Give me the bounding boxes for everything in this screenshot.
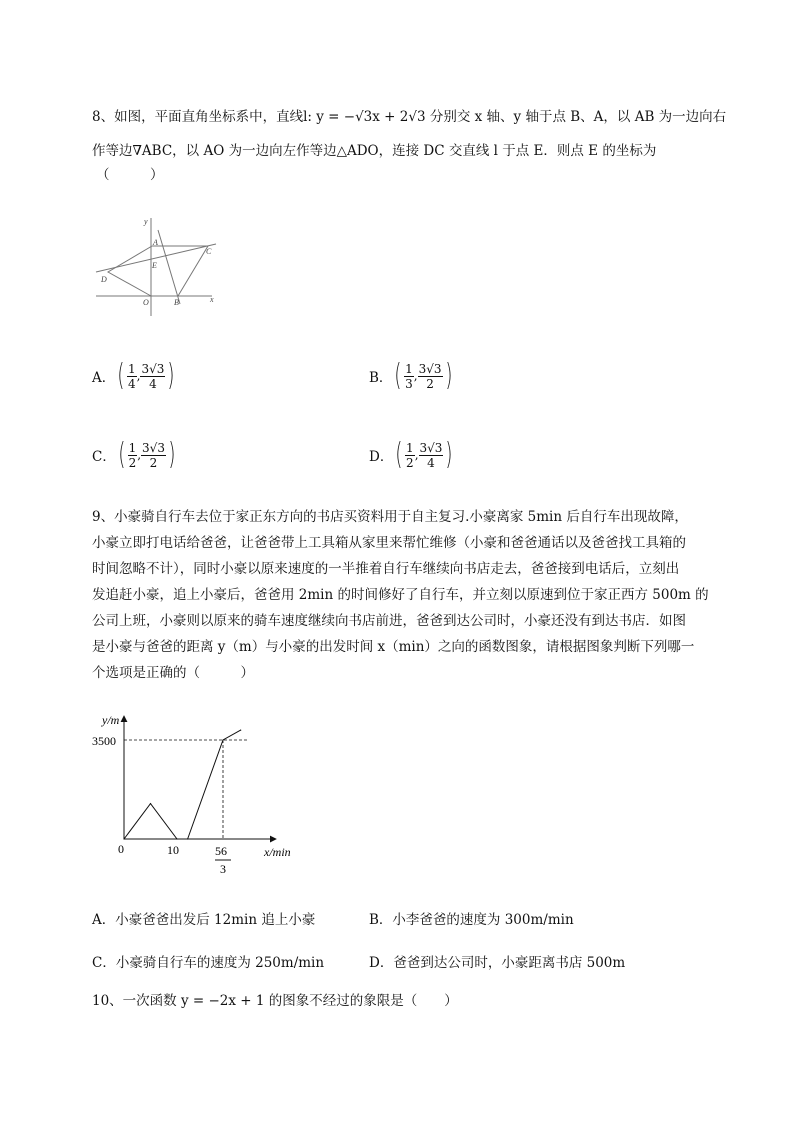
q9-ylabel: y/m — [102, 713, 120, 727]
q9-tick-frac-num: 56 — [215, 844, 227, 858]
q8-label-d: D — [101, 275, 107, 284]
q9-tick-frac-den: 3 — [220, 862, 226, 876]
q8-line-l — [158, 230, 180, 304]
q8-option-d[interactable]: D．( $\frac{1}{2}$ , $\frac{3√3}{4}$ ) — [369, 437, 453, 472]
q9-tick-0: 0 — [118, 842, 124, 856]
q8-triangle-ado — [108, 246, 152, 296]
q8-blank: （ ） — [96, 167, 164, 183]
q9-chart — [92, 708, 306, 884]
q9-point-0 — [123, 838, 124, 839]
q9-option-b[interactable]: B．小李爸爸的速度为 300m/min — [369, 912, 574, 928]
q8-label-e: E — [152, 261, 157, 270]
q9-option-d[interactable]: D．爸爸到达公司时，小豪距离书店 500m — [369, 955, 626, 971]
q9-point-1 — [150, 803, 151, 804]
q9-line-3: 时间忽略不计），同时小豪以原来速度的一半推着自行车继续向书店走去，爸爸接到电话后，立刻出 — [92, 561, 680, 577]
q8-line1: 8、如图，平面直角坐标系中，直线l: y = −√3x + 2√3 分别交 x 轴、y 轴于点 B、A，以 AB 为一边向右 — [92, 109, 727, 125]
q8-label-y: y — [144, 217, 148, 226]
q8-option-a[interactable]: A．( $\frac{1}{4}$ , $\frac{3√3}{4}$ ) — [92, 358, 175, 393]
q9-tick-3500: 3500 — [92, 734, 116, 748]
q9-point-2 — [176, 838, 177, 839]
q8-option-b[interactable]: B．( $\frac{1}{3}$ , $\frac{3√3}{2}$ ) — [369, 358, 452, 393]
q8-label-c: C — [206, 247, 212, 256]
q9-tick-10: 10 — [167, 843, 179, 857]
q9-xlabel: x/min — [264, 845, 291, 859]
q9-line-4: 发追赶小豪，追上小豪后，爸爸用 2min 的时间修好了自行车，并立刻以原速到位于家正西方 500m 的 — [92, 587, 709, 603]
q8-line2: 作等边∇ABC，以 AO 为一边向左作等边△ADO，连接 DC 交直线 l 于点 E．则点 E 的坐标为 — [92, 143, 657, 159]
q8-label-x: x — [210, 295, 214, 304]
q9-line-2: 小豪立即打电话给爸爸，让爸爸带上工具箱从家里来帮忙维修（小豪和爸爸通话以及爸爸找工具箱的 — [92, 535, 686, 551]
q9-line-1: 9、小豪骑自行车去位于家正东方向的书店买资料用于自主复习.小豪离家 5min 后自行车出现故障， — [92, 509, 688, 525]
q8-option-c[interactable]: C．( $\frac{1}{2}$ , $\frac{3√3}{2}$ ) — [92, 437, 176, 472]
q9-line-5: 公司上班，小豪则以原来的骑车速度继续向书店前进，爸爸到达公司时，小豪还没有到达书店．如图 — [92, 613, 686, 629]
q8-figure — [94, 212, 220, 320]
q9-option-c[interactable]: C．小豪骑自行车的速度为 250m/min — [92, 955, 325, 971]
q9-line-7: 个选项是正确的（ ） — [92, 665, 254, 681]
q9-point-3 — [187, 838, 188, 839]
q10-line: 10、一次函数 y = −2x + 1 的图象不经过的象限是（ ） — [92, 993, 458, 1009]
q9-point-5 — [240, 730, 241, 731]
q9-line-6: 是小豪与爸爸的距离 y（m）与小豪的出发时间 x（min）之向的函数图象，请根据图象判断下列哪一 — [92, 639, 695, 655]
q8-triangle-abc — [152, 246, 208, 296]
q8-label-o: O — [143, 298, 149, 307]
q8-label-b: B — [174, 298, 179, 307]
q9-option-a[interactable]: A．小豪爸爸出发后 12min 追上小豪 — [92, 912, 316, 928]
q8-label-a: A — [153, 238, 158, 247]
